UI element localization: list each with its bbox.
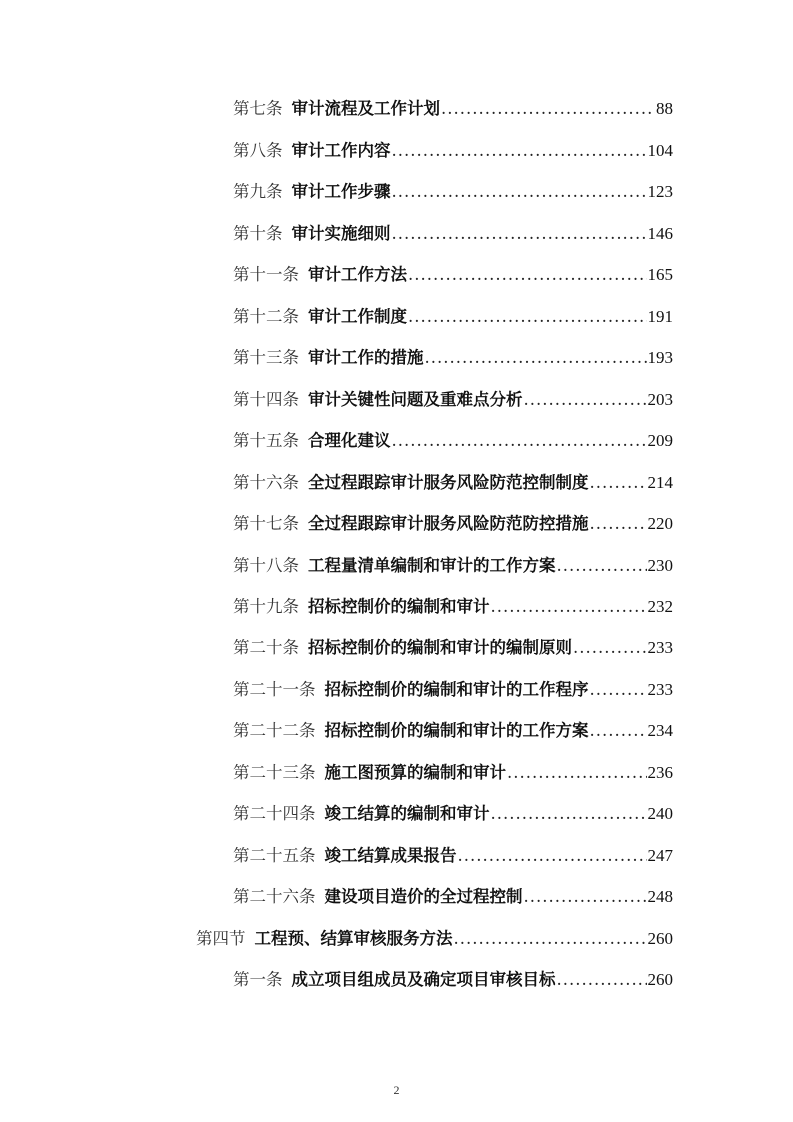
toc-entry-title: 审计工作的措施 (308, 348, 424, 367)
dot-leader (590, 719, 647, 743)
toc-entry-number: 第十七条 (233, 514, 299, 533)
toc-entry-page: 247 (647, 846, 673, 865)
toc-entry-title: 施工图预算的编制和审计 (324, 763, 506, 782)
toc-entry-page: 203 (647, 390, 673, 409)
toc-entry[interactable] (233, 554, 673, 578)
dot-leader (408, 305, 647, 329)
toc-entry-title: 审计流程及工作计划 (291, 99, 440, 118)
toc-entry[interactable] (233, 263, 673, 287)
dot-leader (590, 512, 647, 536)
toc-entry-number: 第二十条 (233, 638, 299, 657)
toc-entry[interactable] (233, 678, 673, 702)
toc-entry-page: 104 (647, 141, 673, 160)
dot-leader (392, 139, 647, 163)
dot-leader (458, 844, 647, 868)
toc-entry-page: 230 (647, 556, 673, 575)
dot-leader (524, 885, 647, 909)
toc-entry[interactable] (233, 222, 673, 246)
toc-entry[interactable] (233, 388, 673, 412)
dot-leader (392, 222, 647, 246)
toc-entry-number: 第十条 (233, 224, 283, 243)
toc-entry-page: 234 (647, 721, 673, 740)
toc-entry[interactable] (233, 636, 673, 660)
toc-entry-number: 第二十五条 (233, 846, 316, 865)
dot-leader (425, 346, 647, 370)
toc-entry-title: 招标控制价的编制和审计的工作方案 (324, 721, 589, 740)
toc-entry-number: 第十六条 (233, 473, 299, 492)
toc-entry-page: 233 (647, 680, 673, 699)
toc-entry-page: 191 (647, 307, 673, 326)
toc-entry-title: 成立项目组成员及确定项目审核目标 (291, 970, 556, 989)
toc-entry[interactable] (233, 139, 673, 163)
toc-entry-page: 88 (656, 99, 673, 118)
toc-entry[interactable] (233, 802, 673, 826)
dot-leader (392, 180, 647, 204)
toc-entry-title: 招标控制价的编制和审计 (308, 597, 490, 616)
toc-entry[interactable] (233, 305, 673, 329)
toc-entry-title: 审计关键性问题及重难点分析 (308, 390, 523, 409)
toc-entry-title: 全过程跟踪审计服务风险防范防控措施 (308, 514, 589, 533)
toc-entry[interactable] (233, 180, 673, 204)
toc-entry-page: 232 (647, 597, 673, 616)
toc-entry[interactable] (233, 429, 673, 453)
toc-entry-title: 招标控制价的编制和审计的工作程序 (324, 680, 589, 699)
toc-entry[interactable] (233, 885, 673, 909)
toc-entry-page: 220 (647, 514, 673, 533)
toc-entry[interactable] (233, 471, 673, 495)
toc-entry-page: 260 (647, 970, 673, 989)
dot-leader (507, 761, 647, 785)
dot-leader (491, 802, 647, 826)
toc-entry-page: 193 (647, 348, 673, 367)
toc-entry-page: 248 (647, 887, 673, 906)
dot-leader (454, 927, 647, 951)
toc-entry-number: 第九条 (233, 182, 283, 201)
toc-entry-title: 工程量清单编制和审计的工作方案 (308, 556, 556, 575)
toc-entry-page: 233 (647, 638, 673, 657)
toc-entry-page: 123 (647, 182, 673, 201)
toc-entry[interactable] (233, 97, 673, 121)
toc-entry-number: 第二十二条 (233, 721, 316, 740)
toc-entry-page: 146 (647, 224, 673, 243)
toc-entry-title: 招标控制价的编制和审计的编制原则 (308, 638, 572, 657)
dot-leader (573, 636, 647, 660)
toc-entry-title: 审计实施细则 (291, 224, 391, 243)
toc-entry-title: 工程预、结算审核服务方法 (254, 929, 453, 948)
toc-entry[interactable] (233, 346, 673, 370)
toc-entry[interactable] (233, 844, 673, 868)
toc-entry[interactable] (233, 719, 673, 743)
toc-entry-title: 审计工作步骤 (291, 182, 391, 201)
dot-leader (491, 595, 647, 619)
toc-entry[interactable] (233, 968, 673, 992)
toc-entry-number: 第十四条 (233, 390, 299, 409)
toc-entry-page: 165 (647, 265, 673, 284)
dot-leader (590, 471, 647, 495)
toc-entry-number: 第二十六条 (233, 887, 316, 906)
dot-leader (524, 388, 647, 412)
toc-entry-title: 审计工作制度 (308, 307, 407, 326)
toc-entry-number: 第二十四条 (233, 804, 316, 823)
toc-entry-page: 209 (647, 431, 673, 450)
toc-entry-title: 建设项目造价的全过程控制 (324, 887, 523, 906)
toc-entry-title: 审计工作内容 (291, 141, 391, 160)
toc-entry-number: 第十一条 (233, 265, 299, 284)
toc-entry[interactable] (233, 512, 673, 536)
toc-entry[interactable] (233, 761, 673, 785)
toc-entry-number: 第八条 (233, 141, 283, 160)
toc-entry-number: 第十八条 (233, 556, 299, 575)
toc-entry-number: 第十五条 (233, 431, 299, 450)
dot-leader (557, 554, 647, 578)
toc-entry[interactable] (233, 595, 673, 619)
toc-entry-number: 第十二条 (233, 307, 299, 326)
toc-entry-page: 236 (647, 763, 673, 782)
toc-entry-number: 第七条 (233, 99, 283, 118)
dot-leader (392, 429, 647, 453)
toc-entry-title: 审计工作方法 (308, 265, 407, 284)
dot-leader (557, 968, 647, 992)
toc-entry-title: 竣工结算成果报告 (324, 846, 457, 865)
toc-entry-number: 第十九条 (233, 597, 299, 616)
toc-entry-page: 240 (647, 804, 673, 823)
toc-entry-title: 竣工结算的编制和审计 (324, 804, 490, 823)
toc-entry-page: 214 (647, 473, 673, 492)
toc-entry-number: 第二十三条 (233, 763, 316, 782)
toc-entry-title: 合理化建议 (308, 431, 391, 450)
toc-entry-number: 第四节 (196, 929, 246, 948)
dot-leader (590, 678, 647, 702)
dot-leader (441, 97, 655, 121)
toc-entry-number: 第二十一条 (233, 680, 316, 699)
toc-entry-number: 第十三条 (233, 348, 299, 367)
page-number: 2 (393, 1083, 400, 1097)
toc-entry-page: 260 (647, 929, 673, 948)
toc-entry-number: 第一条 (233, 970, 283, 989)
dot-leader (408, 263, 647, 287)
toc-entry-title: 全过程跟踪审计服务风险防范控制制度 (308, 473, 589, 492)
toc-section-entry[interactable] (196, 927, 673, 951)
